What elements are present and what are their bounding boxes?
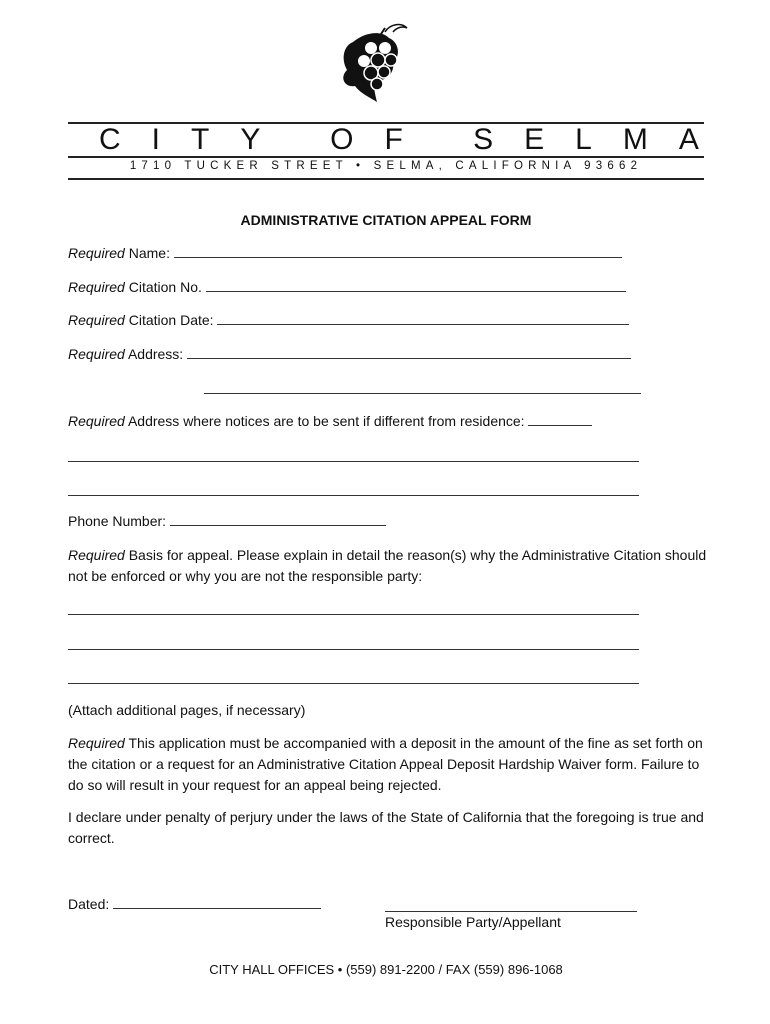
grape-cluster-icon bbox=[335, 22, 417, 104]
required-marker: Required bbox=[68, 245, 125, 261]
basis-line-3[interactable] bbox=[68, 683, 639, 684]
required-marker: Required bbox=[68, 346, 125, 362]
required-marker: Required bbox=[68, 413, 125, 429]
signature-caption: Responsible Party/Appellant bbox=[385, 914, 561, 930]
citation-date-label: Citation Date: bbox=[128, 312, 214, 328]
city-address: 1710 TUCKER STREET • SELMA, CALIFORNIA 93662 bbox=[129, 160, 643, 172]
notice-address-row bbox=[68, 412, 592, 430]
dated-label: Dated: bbox=[68, 896, 110, 912]
basis-line-2[interactable] bbox=[68, 649, 639, 650]
address-field[interactable] bbox=[187, 345, 631, 359]
address-field-line-2[interactable] bbox=[204, 393, 641, 394]
dated-row bbox=[68, 895, 321, 913]
basis-line-1[interactable] bbox=[68, 614, 639, 615]
header-bottom-rule bbox=[68, 178, 704, 180]
phone-field[interactable] bbox=[170, 512, 386, 526]
name-field[interactable] bbox=[174, 244, 622, 258]
name-label: Name: bbox=[128, 245, 170, 261]
signature-line[interactable] bbox=[385, 911, 637, 912]
citation-no-row bbox=[68, 278, 626, 296]
declaration-text: I declare under penalty of perjury under the laws of the State of California that the foregoing is true and correct. bbox=[68, 809, 704, 846]
notice-address-line-2[interactable] bbox=[68, 461, 639, 462]
name-row bbox=[68, 244, 622, 262]
phone-label: Phone Number: bbox=[68, 513, 167, 529]
required-marker: Required bbox=[68, 735, 125, 751]
address-label: Address: bbox=[127, 346, 184, 362]
notice-address-line-3[interactable] bbox=[68, 495, 639, 496]
footer-offices: CITY HALL OFFICES • (559) 891-2200 / FAX (559) 896-1068 bbox=[209, 962, 563, 977]
basis-paragraph bbox=[68, 545, 708, 587]
citation-date-field[interactable] bbox=[217, 311, 629, 325]
notice-address-field[interactable] bbox=[528, 412, 592, 426]
required-marker: Required bbox=[68, 547, 125, 563]
notice-address-label: Address where notices are to be sent if different from residence: bbox=[127, 413, 525, 429]
required-marker: Required bbox=[68, 312, 125, 328]
citation-no-label: Citation No. bbox=[128, 279, 202, 295]
citation-no-field[interactable] bbox=[206, 278, 626, 292]
dated-field[interactable] bbox=[113, 895, 321, 909]
city-name: CITY OF SELMA bbox=[99, 123, 730, 156]
form-title: ADMINISTRATIVE CITATION APPEAL FORM bbox=[240, 212, 532, 228]
basis-text: Basis for appeal. Please explain in detail the reason(s) why the Administrative Citation should not be enforced or why you are not the responsible party: bbox=[68, 547, 707, 584]
deposit-text: This application must be accompanied with a deposit in the amount of the fine as set forth on the citation or a request for an Administrative Citation Appeal Deposit Hardship Waiver form. Failure to do so will result in your request for an appeal being rejected. bbox=[68, 735, 703, 793]
deposit-paragraph bbox=[68, 733, 708, 796]
address-row bbox=[68, 345, 631, 363]
phone-row bbox=[68, 512, 386, 530]
required-marker: Required bbox=[68, 279, 125, 295]
citation-date-row bbox=[68, 311, 629, 329]
header-middle-rule bbox=[68, 156, 704, 158]
attach-note: (Attach additional pages, if necessary) bbox=[68, 702, 306, 718]
